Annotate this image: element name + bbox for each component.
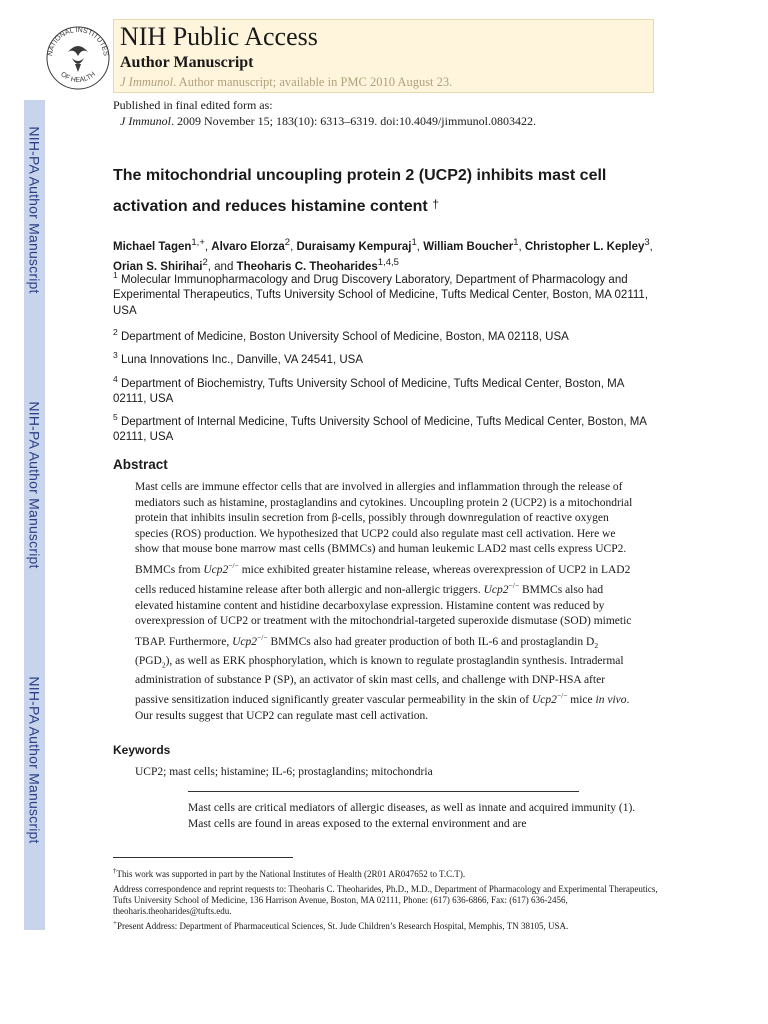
side-band [24,100,45,930]
published-label: Published in final edited form as: [113,98,273,112]
article-title: The mitochondrial uncoupling protein 2 (UCP2) inhibits mast cell activation and reduces histamine content † [113,167,607,215]
footnote-divider [113,857,293,858]
side-label-2: NIH-PA Author Manuscript [26,401,43,569]
footnote-correspondence: Address correspondence and reprint requests to: Theoharis C. Theoharides, Ph.D., M.D., Department of Pharmacology and Experimental Therapeutics, Tufts University School of Medicine, 136 Harrison Avenue, Boston, MA 02111, Phone: (617) 636-6866, Fax: (617) 636-2456, theoharis.theoharides@tufts.edu. [113,884,658,916]
nih-header-box [113,19,654,93]
nih-public-access-title: NIH Public Access [120,22,318,51]
author: Duraisamy Kempuraj [296,240,412,253]
footnote-present-address: +Present Address: Department of Pharmaceutical Sciences, St. Jude Children’s Research Hospital, Memphis, TN 38105, USA. [113,919,569,931]
author-list: Michael Tagen$^{1,+}$, Alvaro Elorza$^2$, Duraisamy Kempuraj$^1$, William Boucher$^1$, Christopher L. Kepley$^3$, Orian S. Shirihai$^2$, and Theoharis C. Theoharides$^{1,4,5}$ [113,237,653,273]
abstract-body: Mast cells are immune effector cells that are involved in allergies and inflammation through the release of mediators such as histamine, prostaglandins and cytokines. Uncoupling protein 2 (UCP2) is a mitochondrial protein that inhibits insulin secretion from β-cells, possibly through downregulation of reactive oxygen species (ROS) production. We hypothesized that UCP2 could also regulate mast cell activation. Here we show that mouse bone marrow mast cells (BMMCs) and human leukemic LAD2 mast cells express UCP2. BMMCs from Ucp2−/− mice exhibited greater histamine release, whereas overexpression of UCP2 in LAD2 cells reduced histamine release after both allergic and non-allergic triggers. Ucp2−/− BMMCs also had elevated histamine content and histidine decarboxylase expression. Histamine content was reduced by overexpression of UCP2 or treatment with the mitochondrial-targeted superoxide dismutase (SOD) mimetic TBAP. Furthermore, Ucp2−/− BMMCs also had greater production of both IL-6 and prostaglandin $D_2$ $(PGD_2)$, as well as ERK phosphorylation, which is known to regulate prostaglandin synthesis. Intradermal administration of substance P (SP), an activator of skin mast cells, and challenge with DNP-HSA after passive sensitization induced significantly greater vascular permeability in the skin of Ucp2−/− mice in vivo. Our results suggest that UCP2 can regulate mast cell activation. [135,481,633,722]
keywords-heading: Keywords [113,743,171,757]
affiliation-3: $^3$ Luna Innovations Inc., Danville, VA 24541, USA [113,350,364,366]
citation: J Immunol. 2009 November 15; 183(10): 6313–6319. doi:10.4049/jimmunol.0803422. [120,114,536,128]
side-label-1: NIH-PA Author Manuscript [26,126,43,294]
abstract-heading: Abstract [113,457,168,472]
author: Orian S. Shirihai [113,260,203,273]
svg-text:OF HEALTH: OF HEALTH [59,70,97,85]
author: Christopher L. Kepley [524,240,645,253]
footnote-support: †This work was supported in part by the National Institutes of Health (2R01 AR047652 to T.C.T). [113,867,466,879]
availability-line: J Immunol. Author manuscript; available in PMC 2010 August 23. [120,75,453,89]
author: Michael Tagen [113,240,192,253]
affiliation-1: $^1$ Molecular Immunopharmacology and Drug Discovery Laboratory, Department of Pharmacology and Experimental Therapeutics, Tufts University School of Medicine, Tufts Medical Center, Boston, MA 02111, USA [113,270,649,317]
author: William Boucher [423,240,514,253]
author: Theoharis C. Theoharides [236,260,378,273]
affiliation-5: $^5$ Department of Internal Medicine, Tufts University School of Medicine, Tufts Medical Center, Boston, MA 02111, USA [113,412,647,444]
side-label-3: NIH-PA Author Manuscript [26,676,43,844]
keywords-list: UCP2; mast cells; histamine; IL-6; prostaglandins; mitochondria [135,766,433,778]
affiliation-4: $^4$ Department of Biochemistry, Tufts University School of Medicine, Tufts Medical Center, Boston, MA 02111, USA [113,374,624,406]
introduction-text: Mast cells are critical mediators of allergic diseases, as well as innate and acquired immunity (1). Mast cells are found in areas exposed to the external environment and are [188,802,636,830]
author-manuscript-label: Author Manuscript [120,54,254,71]
author: Alvaro Elorza [211,240,285,253]
nih-seal-logo [42,18,114,94]
affiliation-2: $^2$ Department of Medicine, Boston University School of Medicine, Boston, MA 02118, USA [113,327,569,343]
section-divider [188,791,579,792]
svg-text:NATIONAL INSTITUTES: NATIONAL INSTITUTES [47,26,109,57]
